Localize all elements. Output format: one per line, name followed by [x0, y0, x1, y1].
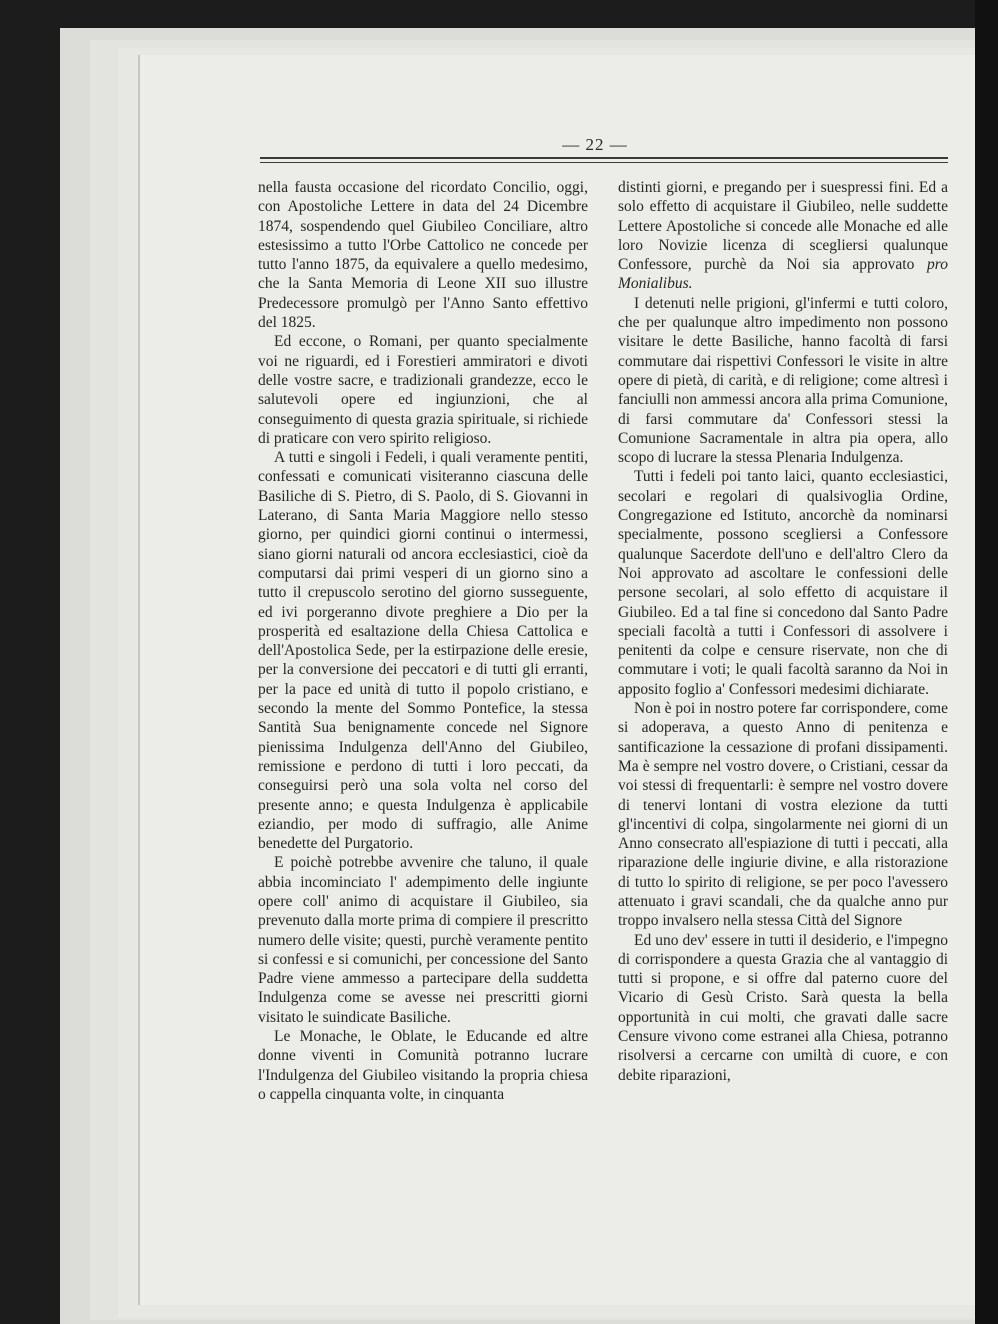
paragraph-text: distinti giorni, e pregando per i suespressi fini. Ed a solo effetto di acquistare il Giubileo, nelle suddette Lettere Apostoliche si concede alle Monache ed alle loro Novizie licenza di scegliersi qualunque Confessore, purchè da Noi sia approvato	[618, 179, 948, 274]
italic-phrase: pro Monialibus.	[618, 256, 948, 293]
right-column	[618, 178, 948, 1085]
scan-edge	[975, 0, 998, 1324]
paragraph: Non è poi in nostro potere far corrispondere, come si adoperava, a questo Anno di penitenza e santificazione la cessazione di profani dissipamenti. Ma è sempre nel vostro dovere, o Cristiani, cessar da voi stessi di frequentarli: è sempre nel vostro dovere di tenervi lontani di vostra elezione da tutti gl'incentivi di colpa, singolarmente nei giorni di un Anno consecrato all'espiazione di tutti i peccati, alla riparazione delle ingiurie divine, e alla ristorazione di tutto lo spirito di religione, se per poco l'avessero attenuato i gravi scandali, che da qualche anno pur troppo invalsero nella stessa Città del Signore	[618, 700, 948, 930]
paragraph: I detenuti nelle prigioni, gl'infermi e tutti coloro, che per qualunque altro impedimento non possono visitare le dette Basiliche, hanno facoltà di farsi commutare dai rispettivi Confessori le visite in altre opere di pietà, di carità, e di religione; come altresì i fanciulli non ammessi ancora alla prima Comunione, di farsi commutare da' Confessori stessi la Comunione Sacramentale in altra pia opera, allo scopo di lucrare la stessa Plenaria Indulgenza.	[618, 294, 948, 467]
header-rule-thin	[260, 162, 948, 163]
header-rule	[260, 157, 948, 159]
paragraph: Ed uno dev' essere in tutti il desiderio, e l'impegno di corrispondere a questa Grazia che al vantaggio di tutti si propone, e si offre dal paterno cuore del Vicario di Gesù Cristo. Sarà questa la bella opportunità in cui molti, che gravati dalle sacre Censure vivono come estranei alla Chiesa, potranno risolversi a cercarne con umiltà di cuore, e con debite riparazioni,	[618, 931, 948, 1084]
paragraph: E poichè potrebbe avvenire che taluno, il quale abbia incominciato l' adempimento delle ingiunte opere coll' animo di acquistare il Giubileo, sia prevenuto dalla morte prima di compiere il prescritto numero delle visite; questi, purchè veramente pentito si confessi e si comunichi, per concessione del Santo Padre viene ammesso a partecipare della suddetta Indulgenza come se avesse nei prescritti giorni visitato le suindicate Basiliche.	[258, 854, 588, 1026]
paragraph	[618, 178, 948, 294]
paragraph: Tutti i fedeli poi tanto laici, quanto ecclesiastici, secolari e regolari di qualsivoglia Ordine, Congregazione ed Istituto, ancorchè da nominarsi specialmente, possono scegliersi a Confessore qualunque Sacerdote dell'uno e dell'altro Clero da Noi approvato ad ascoltare le confessioni delle persone secolari, al solo effetto di acquistare il Giubileo. Ed a tal fine si concedono dal Santo Padre speciali facoltà a tutti i Confessori di assolvere i penitenti da colpe e censure riservate, non che di commutare i voti; le quali facoltà saranno da Noi in apposito foglio a' Confessori medesimi dichiarate.	[618, 468, 948, 698]
left-column	[258, 178, 588, 1104]
page-number: — 22 —	[562, 135, 628, 154]
paragraph: nella fausta occasione del ricordato Concilio, oggi, con Apostoliche Lettere in data del 24 Dicembre 1874, sospendendo quel Giubileo Conciliare, altro estesissimo a tutto l'Orbe Cattolico ne concede per tutto l'anno 1875, da equivalere a quello medesimo, che la Santa Memoria di Leone XII suo illustre Predecessore promulgò per l'Anno Santo effettivo del 1825.	[258, 179, 588, 332]
paragraph: Le Monache, le Oblate, le Educande ed altre donne viventi in Comunità potranno lucrare l'Indulgenza del Giubileo visitando la propria chiesa o cappella cinquanta volte, in cinquanta	[258, 1028, 588, 1103]
paragraph: A tutti e singoli i Fedeli, i quali veramente pentiti, confessati e comunicati visiteranno ciascuna delle Basiliche di S. Pietro, di S. Paolo, di S. Giovanni in Laterano, di Santa Maria Maggiore nello stesso giorno, per quindici giorni continui o intermessi, siano giorni naturali od ancora ecclesiastici, cioè da computarsi dai primi vesperi di un giorno sino a tutto il crepuscolo serotino del giorno susseguente, ed ivi porgeranno divote preghiere a Dio per la prosperità ed esaltazione della Chiesa Cattolica e dell'Apostolica Sede, per la estirpazione delle eresie, per la conversione dei peccatori e di tutti gli erranti, per la pace ed unità di tutto il popolo cristiano, e secondo la mente del Sommo Pontefice, la stessa Santità Sua benignamente concede nel Signore pienissima Indulgenza dell'Anno del Giubileo, remissione e perdono di tutti i loro peccati, da conseguirsi però una sola volta nel corso del presente anno; e questa Indulgenza è applicabile eziandio, per modo di suffragio, alle Anime benedette del Purgatorio.	[258, 449, 588, 853]
paragraph: Ed eccone, o Romani, per quanto specialmente voi ne riguardi, ed i Forestieri ammiratori e divoti delle vostre sacre, e tradizionali grandezze, ecco le salutevoli opere ed ingiunzioni, che al conseguimento di questa grazia spirituale, si richiede di praticare con vero spirito religioso.	[258, 333, 588, 447]
